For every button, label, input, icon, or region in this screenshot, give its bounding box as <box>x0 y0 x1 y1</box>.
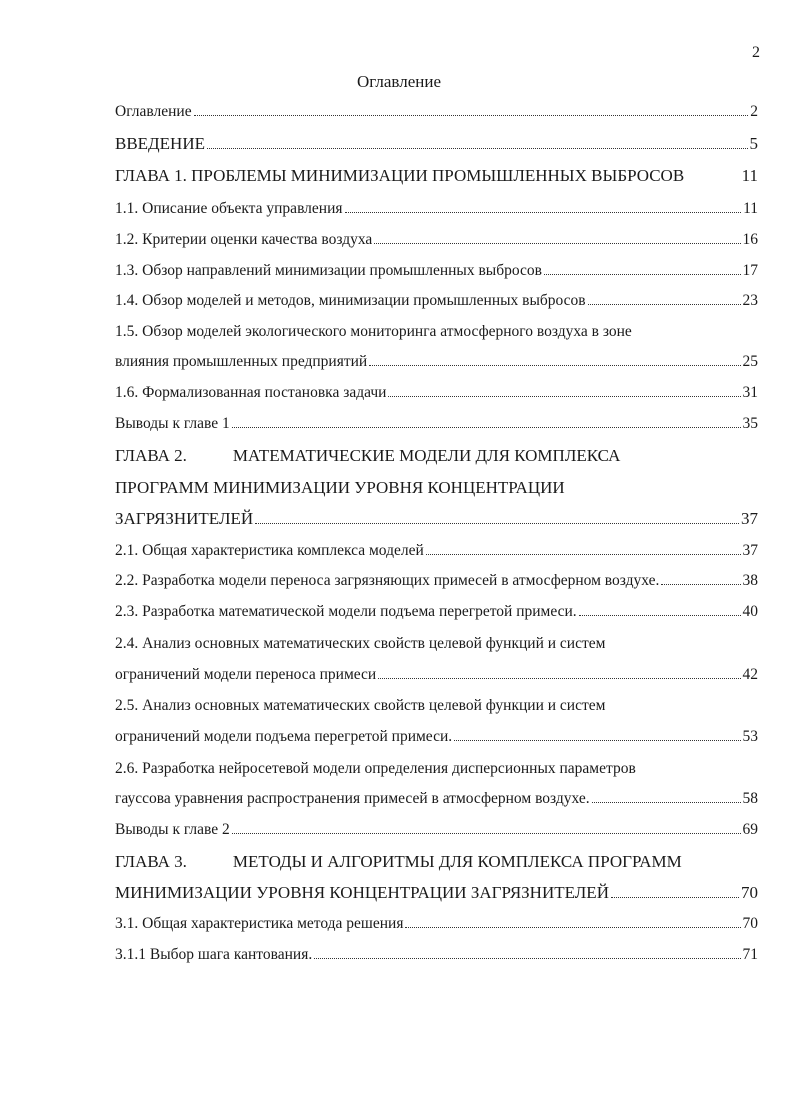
toc-entry-line: ПРОГРАММ МИНИМИЗАЦИИ УРОВНЯ КОНЦЕНТРАЦИИ <box>115 478 565 497</box>
toc-entry[interactable] <box>115 199 758 219</box>
toc-entry[interactable] <box>115 261 758 281</box>
chapter-label: ГЛАВА 3. <box>115 852 187 871</box>
toc-entry-title: МИНИМИЗАЦИИ УРОВНЯ КОНЦЕНТРАЦИИ ЗАГРЯЗНИТЕЛЕЙ <box>115 883 609 902</box>
toc-entry[interactable] <box>115 602 758 622</box>
toc-entry-page: 70 <box>741 883 758 902</box>
toc-chapter-heading <box>115 852 682 872</box>
toc-entry-title: 1.1. Описание объекта управления <box>115 200 343 217</box>
leader-dots <box>255 523 739 524</box>
toc-entry-page: 69 <box>742 821 758 838</box>
toc-entry-title: Выводы к главе 2 <box>115 821 230 838</box>
toc-entry-page: 11 <box>741 166 758 185</box>
toc-entry-title: ЗАГРЯЗНИТЕЛЕЙ <box>115 509 254 528</box>
leader-dots <box>345 212 742 213</box>
toc-entry-page: 53 <box>742 728 758 745</box>
toc-entry-title: Выводы к главе 1 <box>115 415 230 432</box>
toc-entry-title: 2.3. Разработка математической модели подъема перегретой примеси. <box>115 603 577 620</box>
toc-entry[interactable] <box>115 291 758 311</box>
toc-entry-line: 2.6. Разработка нейросетевой модели определения дисперсионных параметров <box>115 760 636 777</box>
toc-entry-title: 3.1.1 Выбор шага кантования. <box>115 946 313 963</box>
leader-dots <box>405 927 740 928</box>
toc-entry-page: 40 <box>742 603 758 620</box>
toc-entry[interactable] <box>115 820 758 840</box>
toc-entry[interactable] <box>115 102 758 122</box>
leader-dots <box>592 802 741 803</box>
leader-dots <box>588 304 741 305</box>
toc-entry-title: 3.1. Общая характеристика метода решения <box>115 915 404 932</box>
leader-dots <box>661 584 740 585</box>
toc-entry[interactable] <box>115 789 758 809</box>
toc-entry-title: Оглавление <box>115 103 192 120</box>
toc-entry-page: 11 <box>743 200 758 217</box>
toc-entry-page: 37 <box>741 509 758 528</box>
toc-entry-page: 70 <box>742 915 758 932</box>
leader-dots <box>378 678 740 679</box>
toc-entry[interactable] <box>115 166 758 186</box>
leader-dots <box>232 833 741 834</box>
toc-entry-title: гауссова уравнения распространения примесей в атмосферном воздухе. <box>115 790 590 807</box>
toc-entry-title: ограничений модели подъема перегретой примеси. <box>115 728 453 745</box>
toc-entry-page: 35 <box>742 415 758 432</box>
toc-entry-title: 2.2. Разработка модели переноса загрязняющих примесей в атмосферном воздухе. <box>115 572 660 589</box>
toc-entry[interactable] <box>115 414 758 434</box>
toc-entry-page: 17 <box>742 262 758 279</box>
toc-entry[interactable] <box>115 945 758 965</box>
leader-dots <box>207 148 748 149</box>
toc-entry-page: 16 <box>742 231 758 248</box>
toc-entry-page: 25 <box>742 353 758 370</box>
chapter-title-line: МАТЕМАТИЧЕСКИЕ МОДЕЛИ ДЛЯ КОМПЛЕКСА <box>232 446 621 465</box>
toc-entry-title: 1.2. Критерии оценки качества воздуха <box>115 231 373 248</box>
leader-dots <box>611 897 739 898</box>
toc-entry-line: 1.5. Обзор моделей экологического мониторинга атмосферного воздуха в зоне <box>115 323 632 340</box>
leader-dots <box>369 365 740 366</box>
toc-entry-title: 1.4. Обзор моделей и методов, минимизации промышленных выбросов <box>115 292 586 309</box>
toc-entry[interactable] <box>115 727 758 747</box>
chapter-title-line: МЕТОДЫ И АЛГОРИТМЫ ДЛЯ КОМПЛЕКСА ПРОГРАММ <box>232 852 682 871</box>
toc-entry[interactable] <box>115 665 758 685</box>
toc-entry-page: 71 <box>742 946 758 963</box>
leader-dots <box>454 740 740 741</box>
leader-dots <box>388 396 740 397</box>
page-number: 2 <box>752 44 760 61</box>
toc-entry[interactable] <box>115 571 758 591</box>
toc-entry-title: 1.6. Формализованная постановка задачи <box>115 384 387 401</box>
toc-entry-page: 58 <box>742 790 758 807</box>
leader-dots <box>232 427 741 428</box>
toc-entry-line: 2.4. Анализ основных математических свойств целевой функций и систем <box>115 635 606 652</box>
toc-entry[interactable] <box>115 230 758 250</box>
toc-entry-page: 2 <box>750 103 758 120</box>
toc-entry[interactable] <box>115 134 758 154</box>
toc-chapter-heading <box>115 446 620 466</box>
toc-entry[interactable] <box>115 541 758 561</box>
toc-entry-title: ГЛАВА 1. ПРОБЛЕМЫ МИНИМИЗАЦИИ ПРОМЫШЛЕННЫХ ВЫБРОСОВ <box>115 166 685 185</box>
toc-entry[interactable] <box>115 352 758 372</box>
toc-title: Оглавление <box>357 72 441 91</box>
leader-dots <box>579 615 741 616</box>
leader-dots <box>426 554 741 555</box>
leader-dots <box>374 243 740 244</box>
toc-entry-title: 2.1. Общая характеристика комплекса моделей <box>115 542 424 559</box>
chapter-label: ГЛАВА 2. <box>115 446 187 465</box>
toc-entry[interactable] <box>115 509 758 529</box>
toc-entry-page: 31 <box>742 384 758 401</box>
toc-entry-title: ограничений модели переноса примеси <box>115 666 377 683</box>
toc-entry-page: 38 <box>742 572 758 589</box>
toc-entry-title: 1.3. Обзор направлений минимизации промышленных выбросов <box>115 262 542 279</box>
toc-entry-page: 23 <box>742 292 758 309</box>
toc-entry-title: ВВЕДЕНИЕ <box>115 134 205 153</box>
leader-dots <box>194 115 749 116</box>
toc-entry-page: 42 <box>742 666 758 683</box>
toc-entry[interactable] <box>115 914 758 934</box>
toc-entry-page: 5 <box>749 134 758 153</box>
leader-dots <box>314 958 740 959</box>
toc-entry-page: 37 <box>742 542 758 559</box>
toc-entry-title: влияния промышленных предприятий <box>115 353 368 370</box>
toc-entry[interactable] <box>115 883 758 903</box>
leader-dots <box>544 274 741 275</box>
toc-entry-line: 2.5. Анализ основных математических свойств целевой функции и систем <box>115 697 606 714</box>
toc-entry[interactable] <box>115 383 758 403</box>
